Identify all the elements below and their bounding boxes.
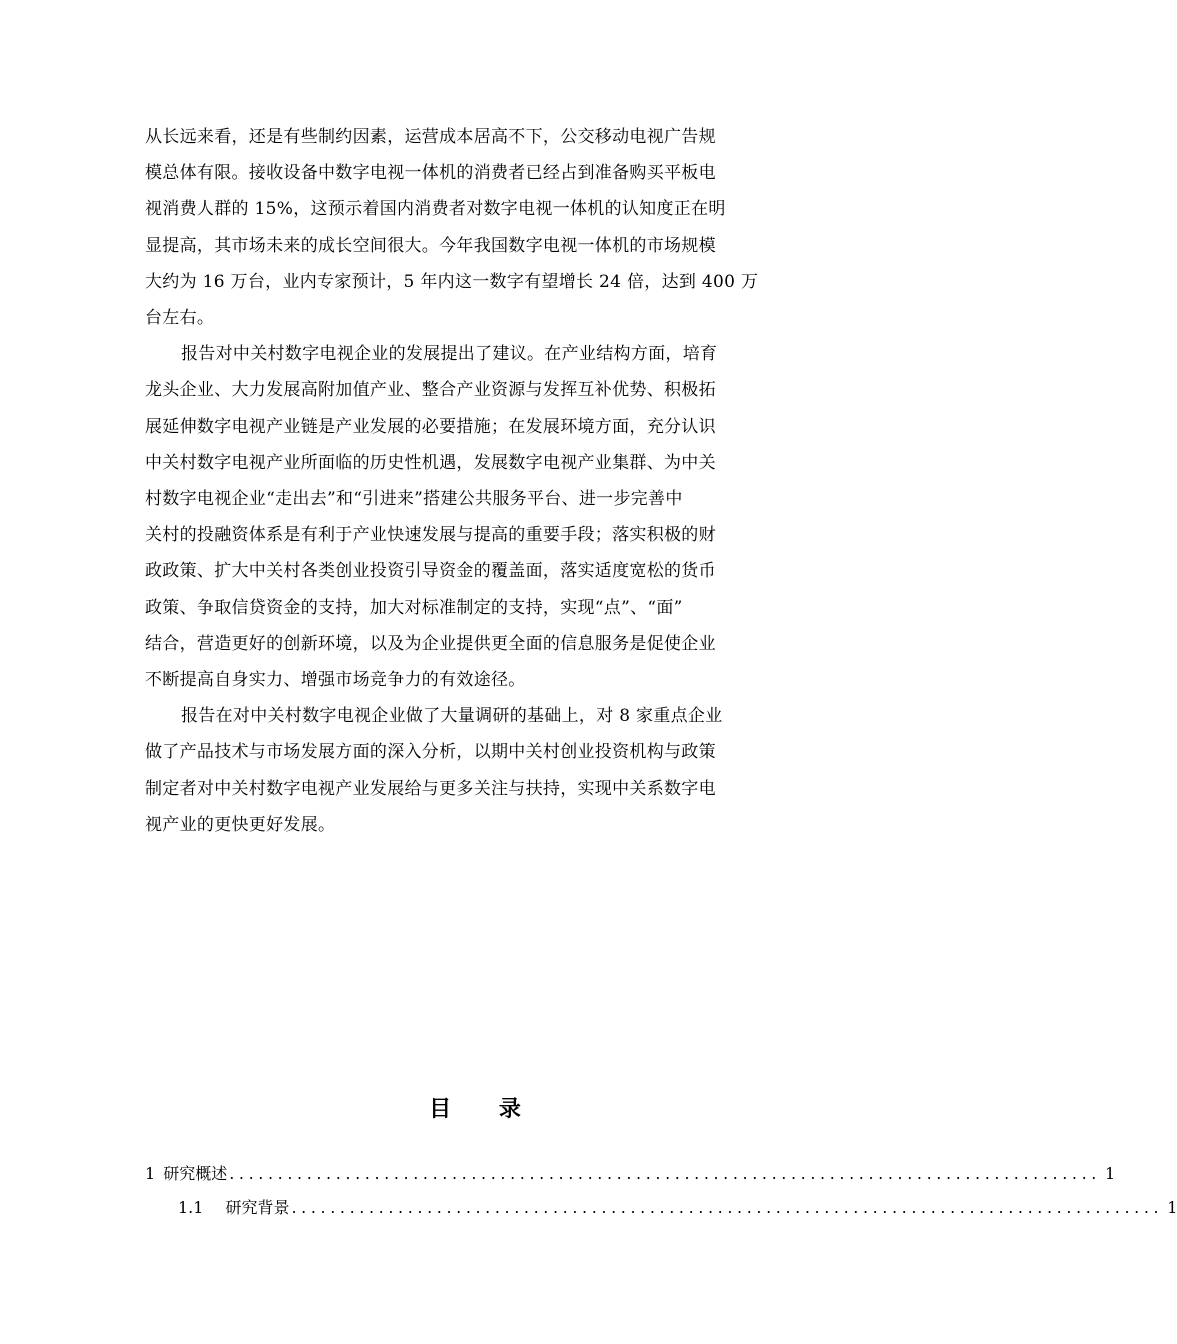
toc-entry[interactable] xyxy=(145,1157,1116,1191)
toc-entry-page: 1 xyxy=(1167,1198,1177,1217)
toc-entry[interactable] xyxy=(145,1191,1177,1225)
text-line: 视产业的更快更好发展。 xyxy=(145,814,336,835)
paragraph-2 xyxy=(145,336,805,698)
text-line: 结合，营造更好的创新环境，以及为企业提供更全面的信息服务是促使企业 xyxy=(145,633,716,654)
text-line: 展延伸数字电视产业链是产业发展的必要措施；在发展环境方面，充分认识 xyxy=(145,416,716,437)
text-line: 关村的投融资体系是有利于产业快速发展与提高的重要手段；落实积极的财 xyxy=(145,525,716,546)
text-line: 显提高，其市场未来的成长空间很大。今年我国数字电视一体机的市场规模 xyxy=(145,235,716,256)
text-line: 台左右。 xyxy=(145,308,215,329)
toc-leader-dots: .......................................................................................... xyxy=(291,1198,1164,1217)
text-line: 中关村数字电视产业所面临的历史性机遇，发展数字电视产业集群、为中关 xyxy=(145,452,716,473)
text-line: 政政策、扩大中关村各类创业投资引导资金的覆盖面，落实适度宽松的货币 xyxy=(145,561,716,582)
text-line: 报告对中关村数字电视企业的发展提出了建议。在产业结构方面，培育 xyxy=(181,344,718,365)
body-text xyxy=(145,119,805,843)
paragraph-3 xyxy=(145,698,805,843)
text-line: 视消费人群的 15%，这预示着国内消费者对数字电视一体机的认知度正在明 xyxy=(145,199,726,220)
text-line: 报告在对中关村数字电视企业做了大量调研的基础上，对 8 家重点企业 xyxy=(181,706,723,727)
text-line: 政策、争取信贷资金的支持，加大对标准制定的支持，实现“点”、“面” xyxy=(145,597,683,618)
paragraph-1 xyxy=(145,119,805,336)
toc-entry-page: 1 xyxy=(1104,1164,1116,1183)
table-of-contents xyxy=(145,1157,1177,1225)
text-line: 不断提高自身实力、增强市场竞争力的有效途径。 xyxy=(145,670,526,691)
text-line: 大约为 16 万台，业内专家预计，5 年内这一数字有望增长 24 倍，达到 400 万 xyxy=(145,271,759,292)
toc-title: 目 录 xyxy=(429,1096,541,1122)
text-line: 从长远来看，还是有些制约因素，运营成本居高不下，公交移动电视广告规 xyxy=(145,127,716,147)
toc-entry-number: 1 xyxy=(145,1164,156,1183)
toc-entry-number: 1.1 xyxy=(178,1198,204,1217)
toc-entry-title: 研究背景 xyxy=(225,1198,290,1217)
text-line: 村数字电视企业“走出去”和“引进来”搭建公共服务平台、进一步完善中 xyxy=(145,489,683,510)
text-line: 做了产品技术与市场发展方面的深入分析，以期中关村创业投资机构与政策 xyxy=(145,742,716,763)
toc-entry-title: 研究概述 xyxy=(163,1164,228,1183)
text-line: 模总体有限。接收设备中数字电视一体机的消费者已经占到准备购买平板电 xyxy=(145,163,716,184)
text-line: 制定者对中关村数字电视产业发展给与更多关注与扶持，实现中关系数字电 xyxy=(145,778,716,799)
text-line: 龙头企业、大力发展高附加值产业、整合产业资源与发挥互补优势、积极拓 xyxy=(145,380,716,401)
toc-leader-dots: .......................................................................................... xyxy=(229,1164,1101,1183)
